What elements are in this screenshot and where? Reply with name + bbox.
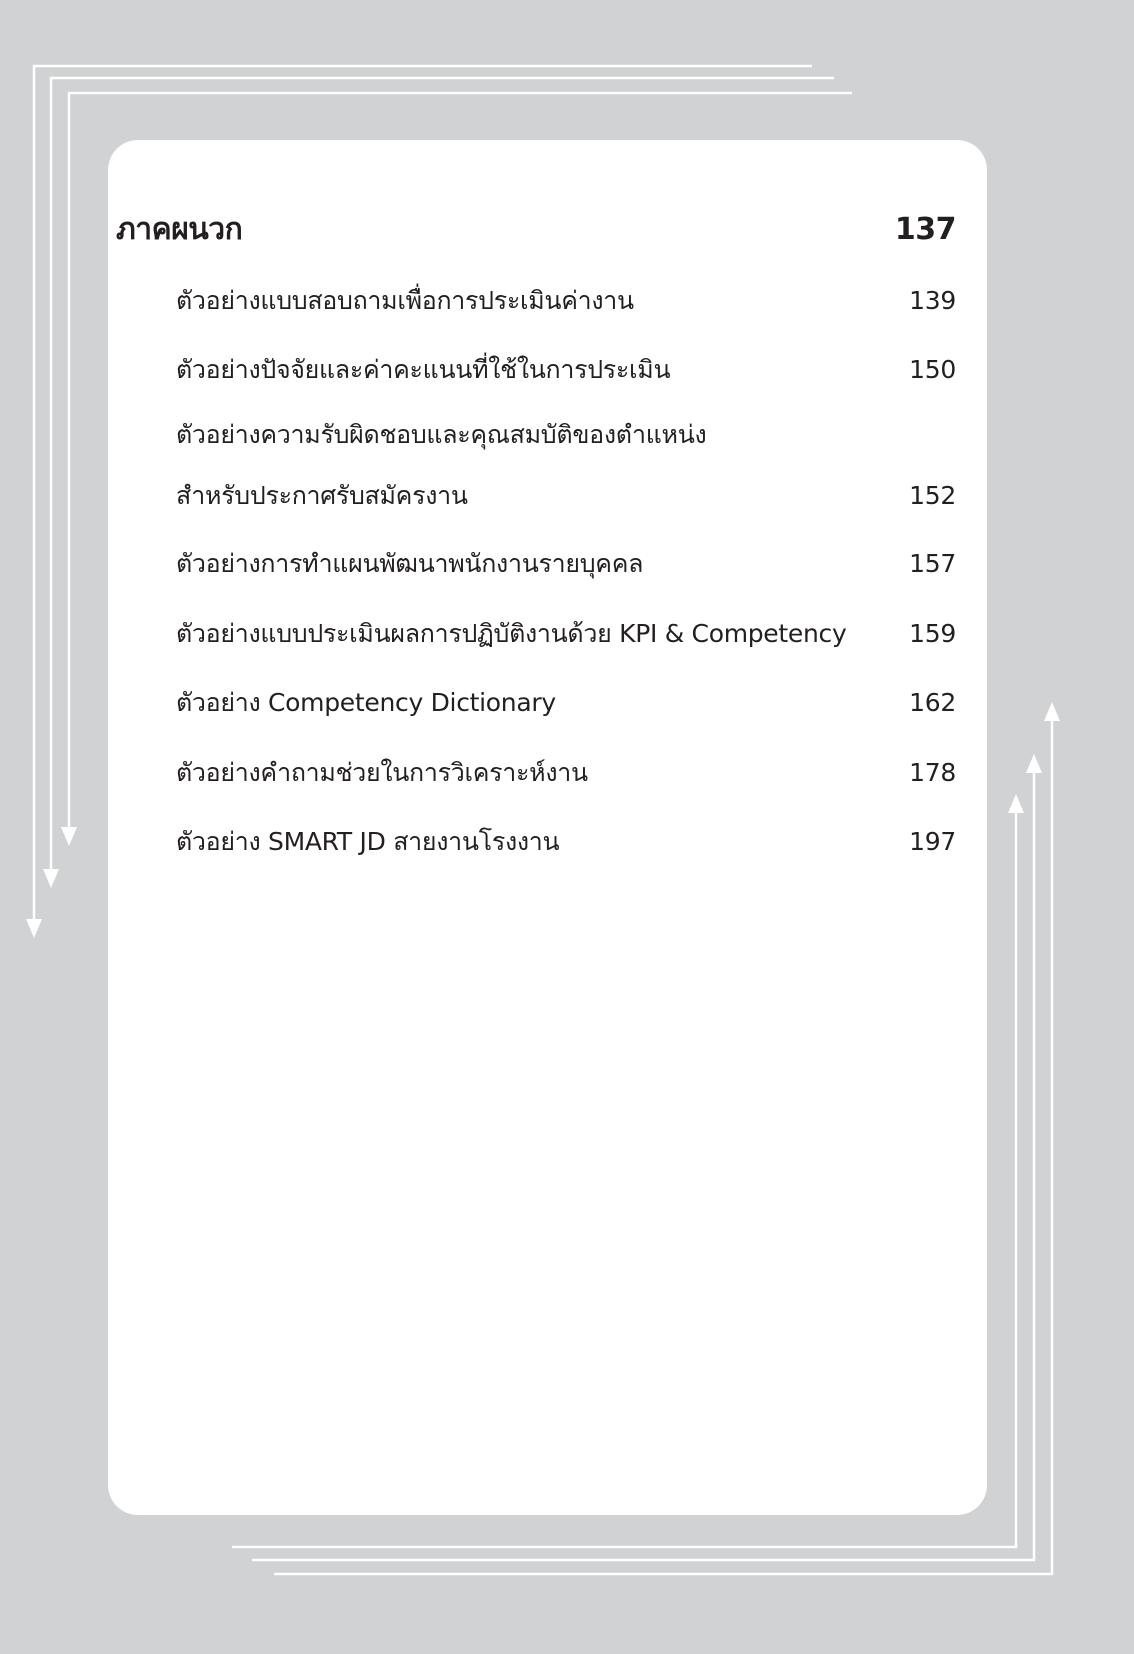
arrow-down-icon bbox=[26, 919, 42, 938]
toc-entry-title: ตัวอย่างปัจจัยและค่าคะแนนที่ใช้ในการประเมิน bbox=[176, 355, 671, 384]
section-page-number: 137 bbox=[894, 212, 956, 247]
toc-entry-page: 159 bbox=[909, 619, 956, 648]
toc-entry-page: 157 bbox=[909, 549, 956, 578]
toc-entry-title: ตัวอย่างคำถามช่วยในการวิเคราะห์งาน bbox=[176, 758, 588, 787]
section-title: ภาคผนวก bbox=[116, 212, 243, 247]
arrow-down-icon bbox=[43, 869, 59, 888]
toc-entry-page: 152 bbox=[909, 481, 956, 510]
toc-entry-title: ตัวอย่าง Competency Dictionary bbox=[176, 688, 556, 717]
toc-entry-page: 162 bbox=[909, 688, 956, 717]
toc-entry-title-line2: สำหรับประกาศรับสมัครงาน bbox=[176, 481, 468, 510]
toc-entry-title: ตัวอย่างการทำแผนพัฒนาพนักงานรายบุคคล bbox=[176, 549, 644, 578]
arrow-up-icon bbox=[1008, 794, 1024, 813]
toc-entry-title: ตัวอย่างแบบประเมินผลการปฏิบัติงานด้วย KPI & Competency bbox=[176, 619, 847, 648]
toc-entry-page: 197 bbox=[909, 827, 956, 856]
toc-entry-title: ตัวอย่างความรับผิดชอบและคุณสมบัติของตำแหน่ง bbox=[176, 420, 707, 449]
arrow-up-icon bbox=[1044, 702, 1060, 721]
toc-entry-page: 150 bbox=[909, 355, 956, 384]
toc-entry-page: 178 bbox=[909, 758, 956, 787]
toc-entry[interactable] bbox=[176, 417, 956, 517]
arrow-up-icon bbox=[1026, 754, 1042, 773]
toc-entry-title: ตัวอย่างแบบสอบถามเพื่อการประเมินค่างาน bbox=[176, 286, 634, 315]
section-heading bbox=[116, 208, 956, 252]
toc-entry-title: ตัวอย่าง SMART JD สายงานโรงงาน bbox=[176, 827, 560, 856]
toc-entry-page: 139 bbox=[909, 286, 956, 315]
arrow-down-icon bbox=[61, 827, 77, 846]
